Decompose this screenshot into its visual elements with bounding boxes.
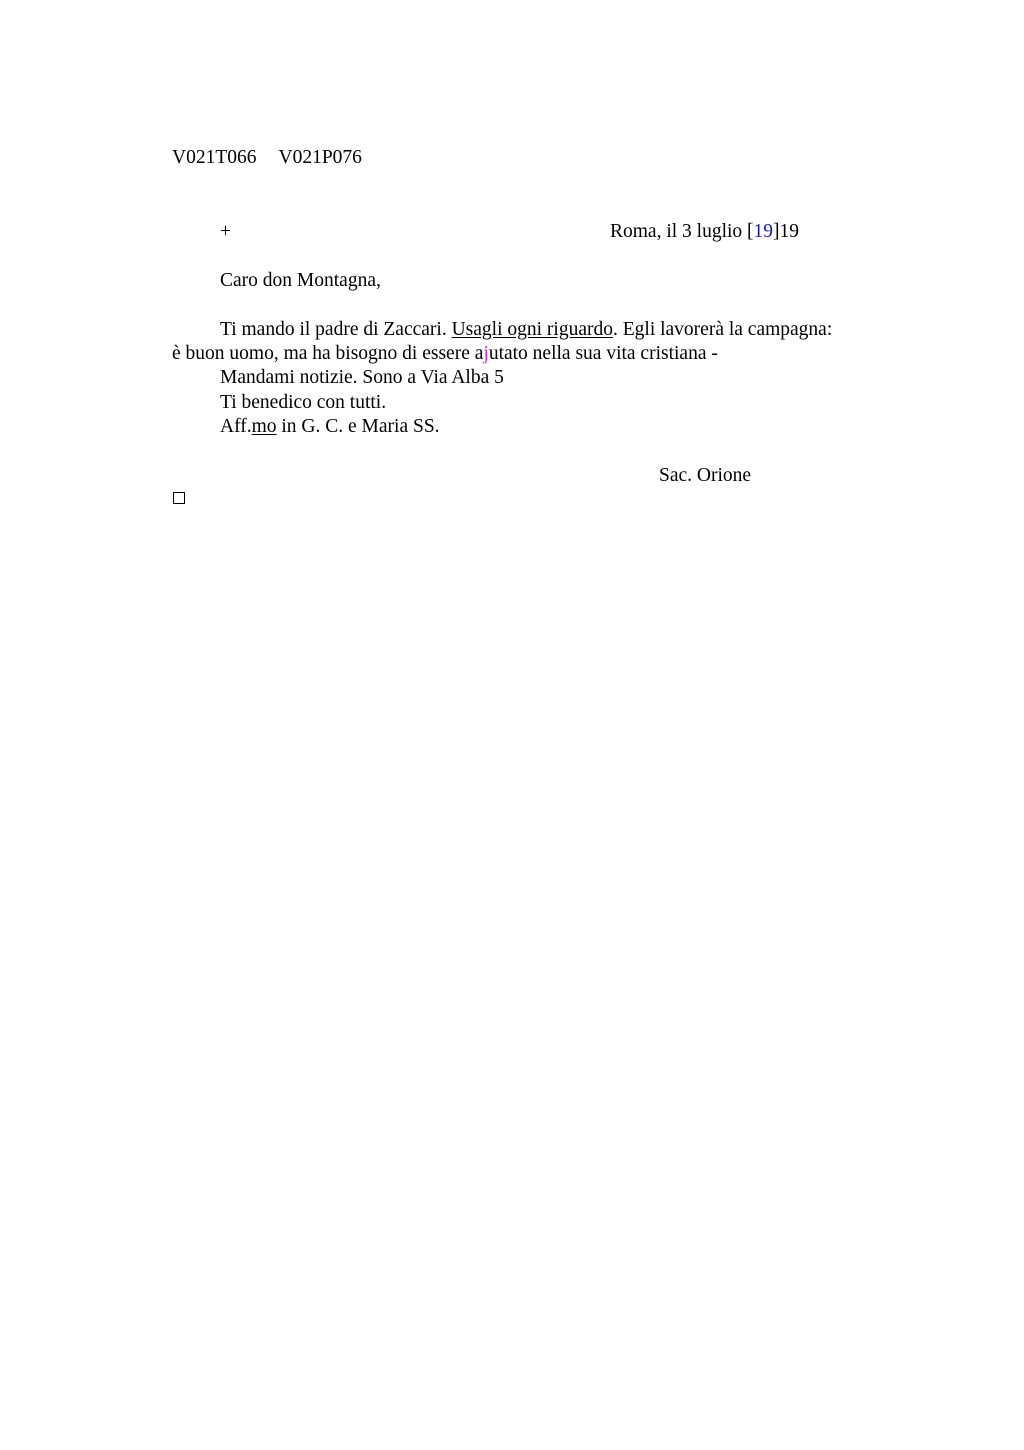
volume-code: V021T066 — [172, 147, 257, 168]
page-code: V021P076 — [278, 147, 362, 168]
body-line-1: Ti mando il padre di Zaccari. Usagli ogni riguardo. Egli lavorerà la campagna: — [220, 319, 833, 340]
underlined-abbreviation: mo — [251, 416, 277, 437]
signature: Sac. Orione — [659, 465, 752, 486]
body-line-benedico: Ti benedico con tutti. — [220, 392, 387, 413]
end-marker-box — [173, 492, 185, 504]
letter-date: Roma, il 3 luglio [19]19 — [610, 221, 800, 242]
body-line-notizie: Mandami notizie. Sono a Via Alba 5 — [220, 367, 504, 388]
body-line-2: è buon uomo, ma ha bisogno di essere ajutato nella sua vita cristiana - — [172, 343, 718, 364]
document-codes — [172, 146, 362, 170]
closing-line: Aff.mo in G. C. e Maria SS. — [220, 416, 440, 437]
salutation: Caro don Montagna, — [220, 270, 381, 291]
underlined-phrase: Usagli ogni riguardo — [451, 319, 613, 340]
highlighted-letter: j — [483, 343, 489, 364]
editorial-year: 19 — [753, 221, 774, 242]
cross-symbol: + — [220, 221, 231, 242]
